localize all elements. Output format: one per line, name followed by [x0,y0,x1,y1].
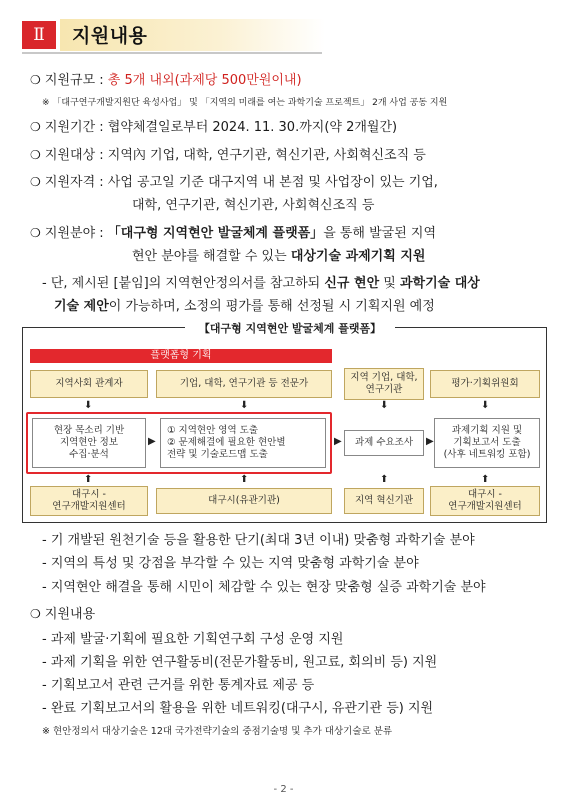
content-3: - 기획보고서 관련 근거를 위한 통계자료 제공 등 [42,678,315,693]
arrow-up-icon: ⬆ [240,474,249,485]
field-regional: - 지역의 특성 및 강점을 부각할 수 있는 지역 맞춤형 과학기술 분야 [42,556,419,571]
item-qualification-cont: 대학, 연구기관, 혁신기관, 사회혁신조직 등 [132,198,375,213]
box-related-agency: 대구시(유관기관) [156,488,332,514]
arrow-down-icon: ⬇ [481,400,490,411]
note-new-issue-cont: 기술 제안이 가능하며, 소정의 평가를 통해 선정될 시 기획지원 예정 [54,299,435,314]
box-innovation-org: 지역 혁신기관 [344,488,424,514]
arrow-down-icon: ⬇ [84,400,93,411]
content-4: - 완료 기획보고서의 활용을 위한 네트워킹(대구시, 유관기관 등) 지원 [42,701,434,716]
page-title: 지원내용 [72,25,148,47]
arrow-up-icon: ⬆ [380,474,389,485]
field-short-term: - 기 개발된 원천기술 등을 활용한 단기(최대 3년 이내) 맞춤형 과학기술 분야 [42,533,475,548]
item-field: ❍ 지원분야 : 「대구형 지역현안 발굴체계 플랫폼」을 통해 발굴된 지역 [30,226,437,241]
arrow-up-icon: ⬆ [481,474,490,485]
box-collect-analysis: 현장 목소리 기반 지역현안 정보 수집·분석 [32,418,146,468]
item-scale: ❍ 지원규모 : 총 5개 내외(과제당 500만원이내) [30,73,302,88]
content-1: - 과제 발굴·기획에 필요한 기획연구회 구성 운영 지원 [42,632,344,647]
item-period: ❍ 지원기간 : 협약체결일로부터 2024. 11. 30.까지(약 2개월간) [30,120,398,135]
arrow-down-icon: ⬇ [380,400,389,411]
header-divider [22,52,322,54]
item-field-cont: 현안 분야를 해결할 수 있는 대상기술 과제기획 지원 [132,249,426,264]
section-number: Ⅱ [22,21,56,49]
item-qualification: ❍ 지원자격 : 사업 공고일 기준 대구지역 내 본점 및 사업장이 있는 기업, [30,175,438,190]
box-experts: 기업, 대학, 연구기관 등 전문가 [156,370,332,398]
box-rnd-center: 대구시 - 연구개발지원센터 [30,486,148,516]
box-committee: 평가·기획위원회 [430,370,540,398]
field-field-based: - 지역현안 해결을 통해 시민이 체감할 수 있는 현장 맞춤형 실증 과학기술 분야 [42,580,486,595]
box-issue-derivation: ① 지역현안 영역 도출 ② 문제해결에 필요한 현안별 전략 및 기술로드맵 도출 [160,418,326,468]
note-new-issue: - 단, 제시된 [붙임]의 지역현안정의서를 참고하되 신규 현안 및 과학기술 대상 [42,276,480,291]
platform-label: 플랫폼형 기획 [30,349,332,363]
arrow-down-icon: ⬇ [240,400,249,411]
box-rnd-center-2: 대구시 - 연구개발지원센터 [430,486,540,516]
diagram-title: 【대구형 지역현안 발굴체계 플랫폼】 [198,322,382,335]
item-content: ❍ 지원내용 [30,607,96,622]
content-2: - 과제 기획을 위한 연구활동비(전문가활동비, 원고료, 회의비 등) 지원 [42,655,438,670]
box-local-orgs: 지역 기업, 대학, 연구기관 [344,368,424,400]
arrow-right-icon: ▶ [426,436,434,447]
box-demand-survey: 과제 수요조사 [344,430,424,456]
page-number: - 2 - [273,784,294,795]
box-planning-support: 과제기획 지원 및 기획보고서 도출 (사후 네트워킹 포함) [434,418,540,468]
arrow-right-icon: ▶ [148,436,156,447]
item-target: ❍ 지원대상 : 지역內 기업, 대학, 연구기관, 혁신기관, 사회혁신조직 등 [30,148,426,163]
note-joint-support: ※ 「대구연구개발지원단 육성사업」 및 「지역의 미래를 여는 과학기술 프로젝트」 2개 사업 공동 지원 [42,98,448,108]
arrow-up-icon: ⬆ [84,474,93,485]
arrow-right-icon: ▶ [334,436,342,447]
box-community: 지역사회 관계자 [30,370,148,398]
note-tech-classification: ※ 현안정의서 대상기술은 12대 국가전략기술의 중점기술명 및 추가 대상기술로 분류 [42,726,393,737]
